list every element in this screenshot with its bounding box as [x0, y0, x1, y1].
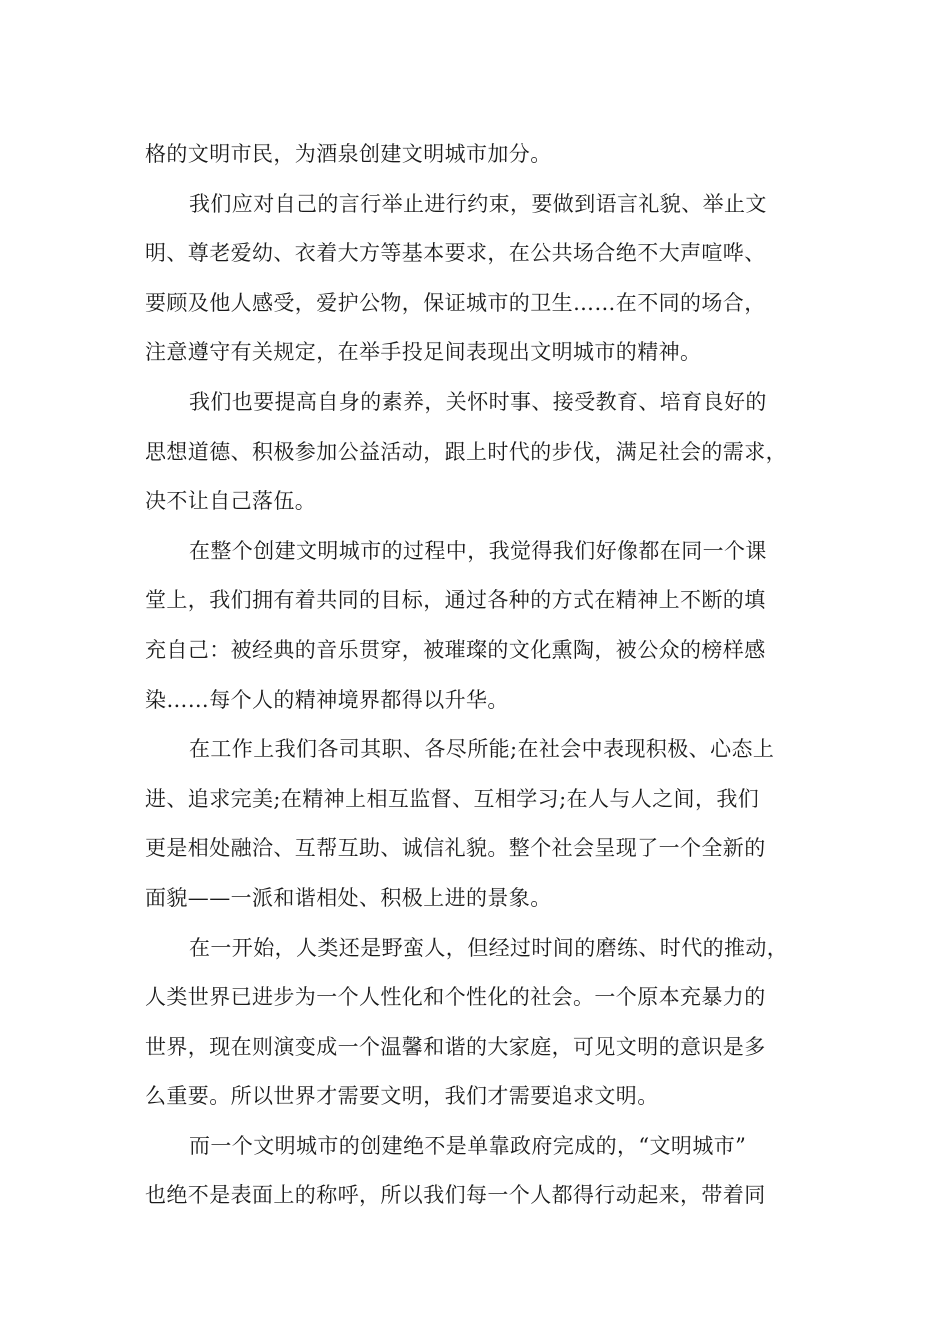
text-line: 决不让自己落伍。 — [145, 489, 317, 514]
text-line: 注意遵守有关规定，在举手投足间表现出文明城市的精神。 — [145, 340, 702, 365]
paragraph-first-line: 我们也要提高自身的素养，关怀时事、接受教育、培育良好的 — [189, 389, 767, 414]
text-line: 人类世界已进步为一个人性化和个性化的社会。一个原本充暴力的 — [145, 985, 766, 1010]
text-line: 也绝不是表面上的称呼，所以我们每一个人都得行动起来，带着同 — [145, 1183, 766, 1208]
text-line: 世界，现在则演变成一个温馨和谐的大家庭，可见文明的意识是多 — [145, 1034, 766, 1059]
text-line: 明、尊老爱幼、衣着大方等基本要求，在公共场合绝不大声喧哗、 — [145, 241, 766, 266]
text-line: 要顾及他人感受，爱护公物，保证城市的卫生……在不同的场合， — [145, 290, 766, 315]
document-body — [145, 130, 825, 1221]
text-line: 格的文明市民，为酒泉创建文明城市加分。 — [145, 142, 552, 166]
text-line: 堂上，我们拥有着共同的目标，通过各种的方式在精神上不断的填 — [145, 588, 766, 613]
text-line: 更是相处融洽、互帮互助、诚信礼貌。整个社会呈现了一个全新的 — [145, 836, 766, 861]
text-line: 面貌——一派和谐相处、积极上进的景象。 — [145, 885, 552, 910]
paragraph-first-line: 在整个创建文明城市的过程中，我觉得我们好像都在同一个课 — [189, 538, 767, 563]
text-line: 染……每个人的精神境界都得以升华。 — [145, 687, 509, 712]
paragraph-first-line: 而一个文明城市的创建绝不是单靠政府完成的，“文明城市” — [189, 1133, 747, 1158]
paragraph-first-line: 在一开始，人类还是野蛮人，但经过时间的磨练、时代的推动， — [189, 935, 789, 960]
paragraph-first-line: 我们应对自己的言行举止进行约束，要做到语言礼貌、举止文 — [189, 191, 767, 216]
paragraph-first-line: 在工作上我们各司其职、各尽所能;在社会中表现积极、心态上 — [189, 737, 775, 762]
text-line: 充自己：被经典的音乐贯穿，被璀璨的文化熏陶，被公众的榜样感 — [145, 637, 766, 662]
text-line: 么重要。所以世界才需要文明，我们才需要追求文明。 — [145, 1084, 659, 1109]
text-line: 思想道德、积极参加公益活动，跟上时代的步伐，满足社会的需求， — [145, 439, 787, 464]
text-line: 进、追求完美;在精神上相互监督、互相学习;在人与人之间，我们 — [145, 786, 760, 811]
